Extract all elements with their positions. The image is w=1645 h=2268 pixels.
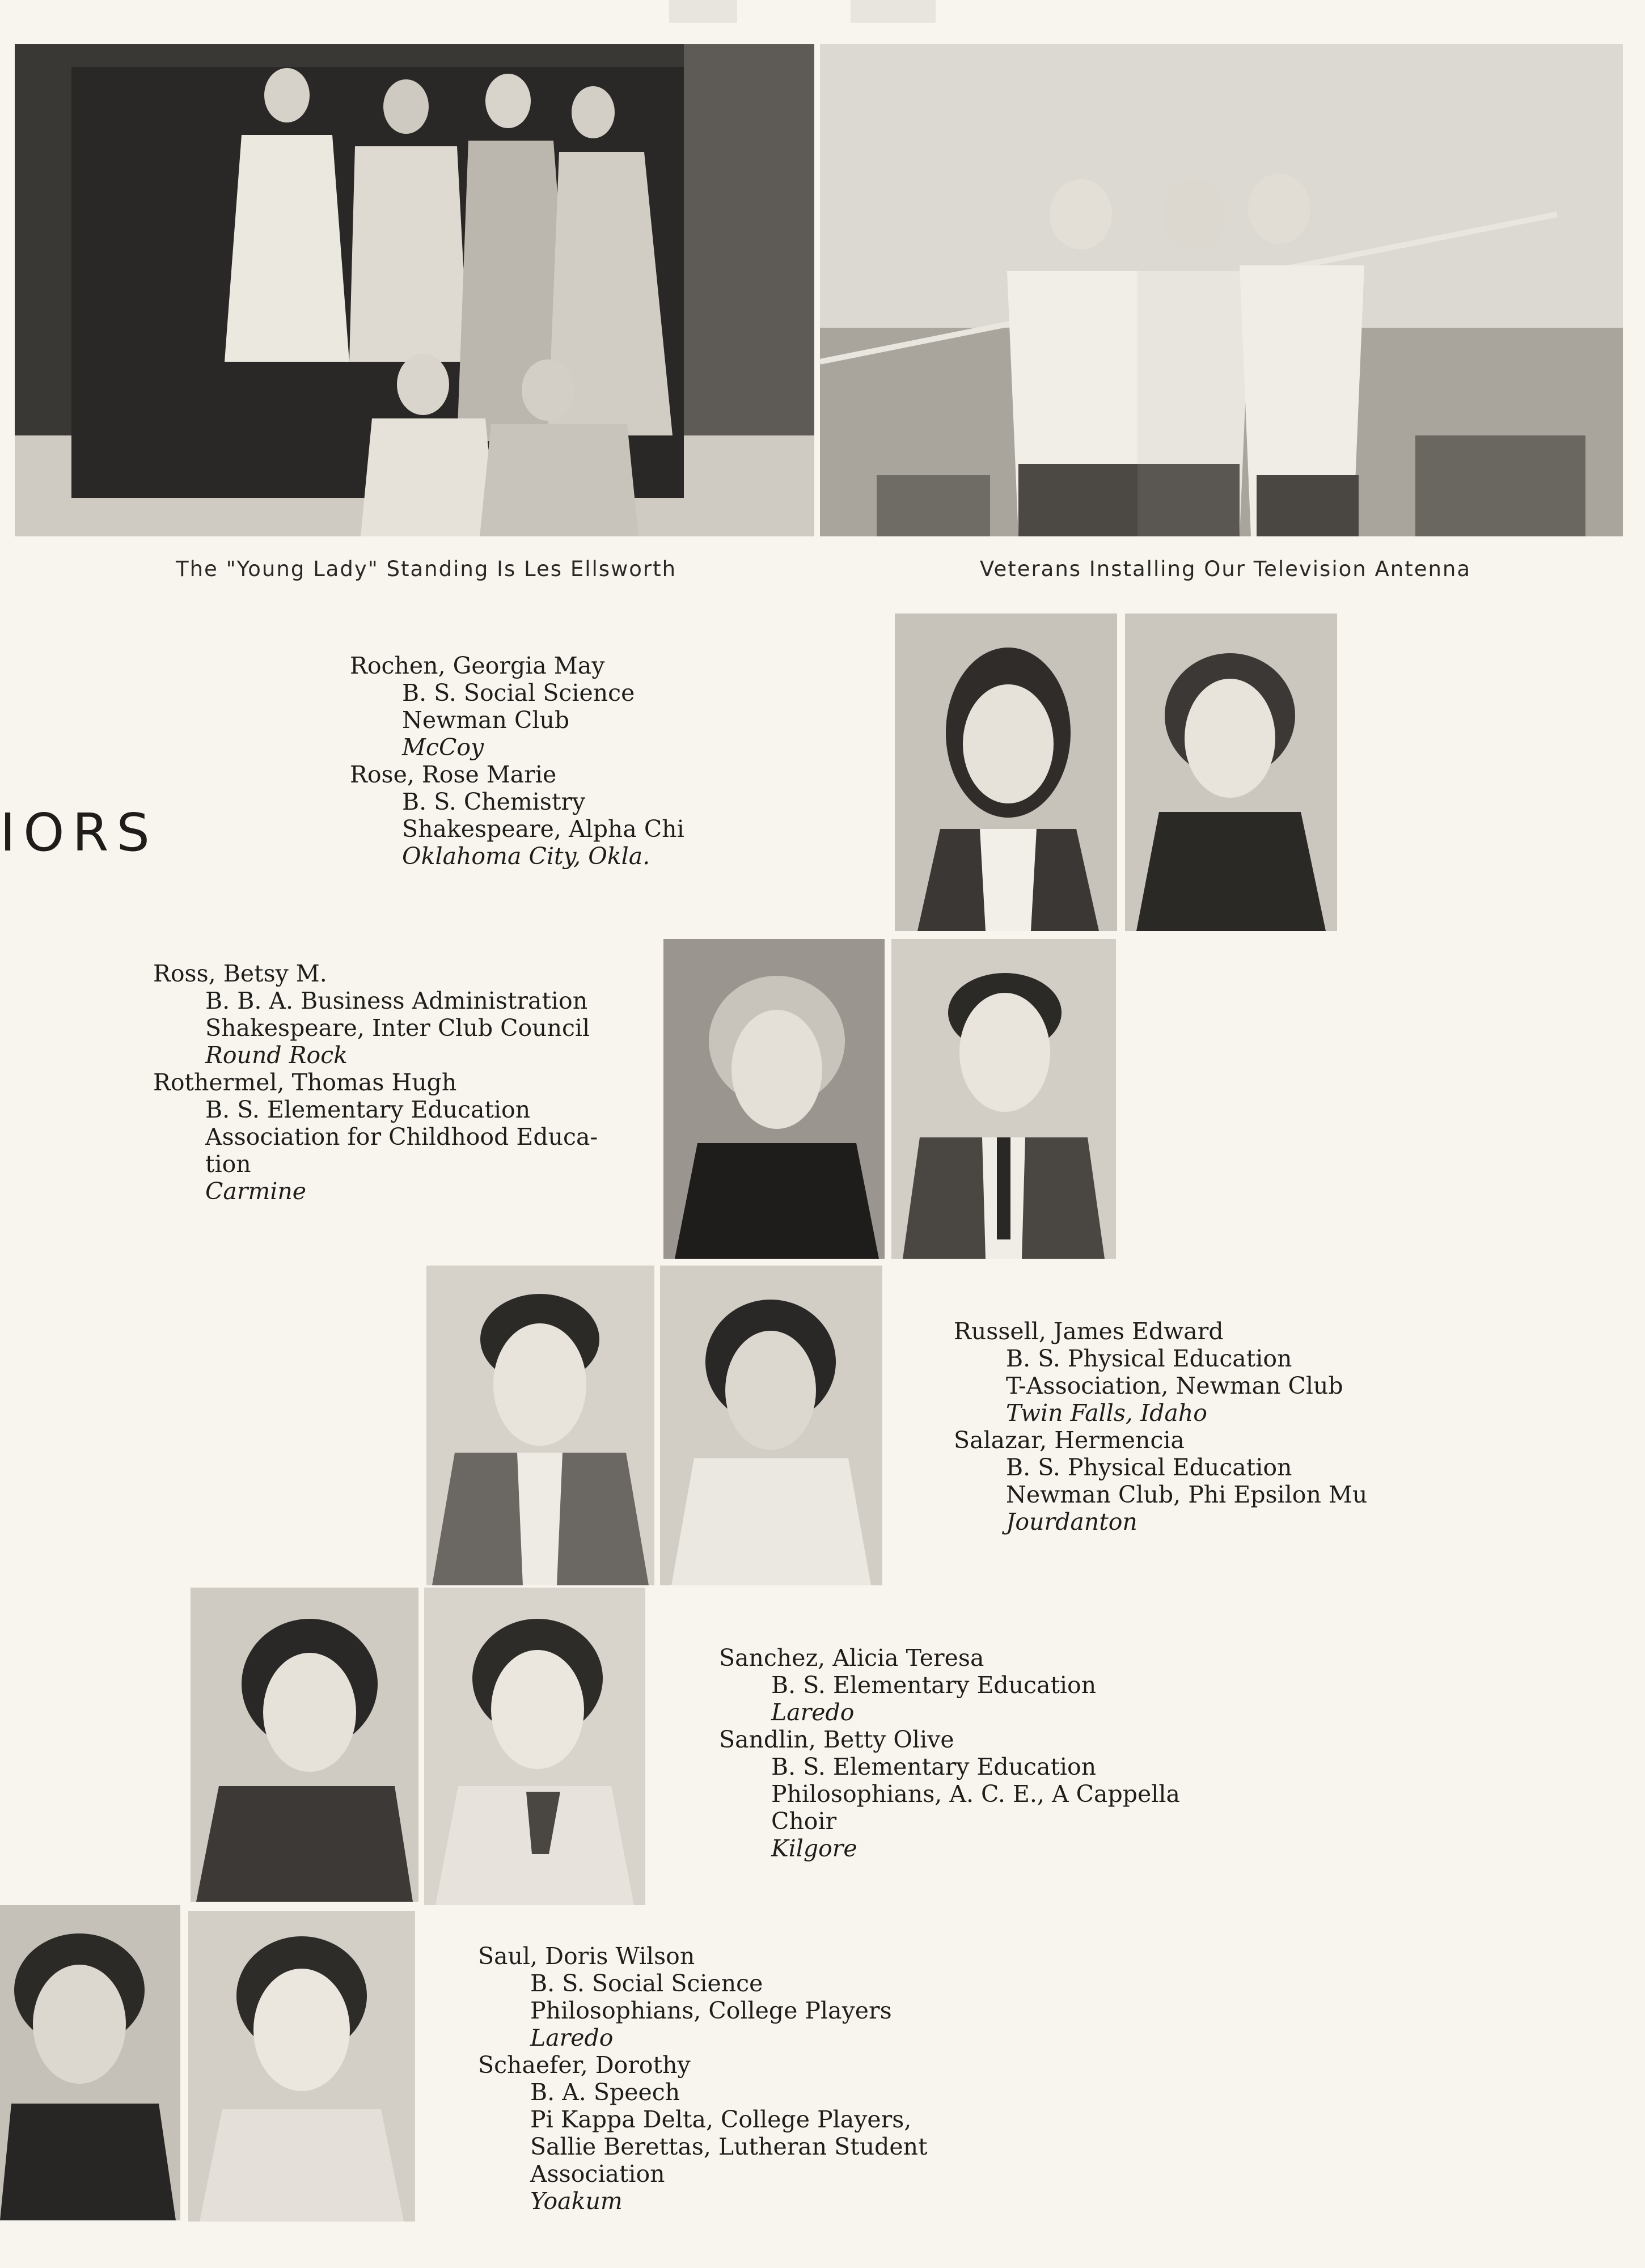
senior-hometown: Jourdanton [1006, 1508, 1137, 1535]
section-heading: IORS [0, 802, 158, 863]
portrait-photo [895, 613, 1117, 931]
portrait-photo [191, 1588, 418, 1902]
portrait-photo [426, 1266, 654, 1585]
senior-hometown: Laredo [530, 2024, 614, 2051]
senior-activities: Newman Club, Phi Epsilon Mu [1006, 1481, 1368, 1508]
senior-entry-group [954, 1318, 1367, 1535]
antenna-photo-caption: Veterans Installing Our Television Antenna [980, 557, 1471, 581]
antenna-photo [820, 44, 1623, 536]
senior-hometown: Carmine [205, 1178, 307, 1205]
senior-hometown: Twin Falls, Idaho [1006, 1399, 1207, 1427]
senior-name: Schaefer, Dorothy [478, 2051, 691, 2079]
portrait-photo [0, 1905, 180, 2220]
senior-hometown: Oklahoma City, Okla. [402, 843, 650, 870]
portrait-photo [424, 1588, 645, 1905]
senior-degree: B. S. Elementary Education [771, 1672, 1097, 1699]
senior-name: Sanchez, Alicia Teresa [719, 1644, 984, 1672]
senior-name: Salazar, Hermencia [954, 1427, 1185, 1454]
senior-degree: B. B. A. Business Administration [205, 987, 588, 1014]
portrait-photo [660, 1266, 882, 1585]
scan-artifact [851, 0, 936, 23]
senior-activities: Choir [771, 1808, 837, 1835]
senior-degree: B. A. Speech [530, 2079, 680, 2106]
senior-entry-group [478, 1943, 928, 2215]
senior-activities: Shakespeare, Inter Club Council [205, 1014, 590, 1042]
senior-activities: Association for Childhood Educa- [205, 1123, 598, 1150]
senior-degree: B. S. Physical Education [1006, 1345, 1292, 1372]
senior-name: Russell, James Edward [954, 1318, 1224, 1345]
senior-degree: B. S. Elementary Education [771, 1753, 1097, 1780]
senior-name: Rochen, Georgia May [350, 652, 605, 679]
senior-hometown: Yoakum [530, 2187, 623, 2215]
senior-activities: Association [530, 2160, 665, 2187]
senior-entry-group [350, 652, 684, 870]
portrait-photo [663, 939, 885, 1259]
senior-name: Rothermel, Thomas Hugh [153, 1069, 457, 1096]
senior-degree: B. S. Physical Education [1006, 1454, 1292, 1481]
senior-name: Ross, Betsy M. [153, 960, 327, 987]
senior-activities: T-Association, Newman Club [1006, 1372, 1343, 1399]
senior-entry-group [153, 960, 598, 1205]
senior-name: Rose, Rose Marie [350, 761, 557, 788]
portrait-photo [188, 1911, 415, 2222]
senior-activities: tion [205, 1150, 251, 1178]
senior-name: Saul, Doris Wilson [478, 1943, 695, 1970]
costume-group-photo [15, 44, 814, 536]
senior-hometown: McCoy [402, 734, 484, 761]
senior-activities: Pi Kappa Delta, College Players, [530, 2106, 912, 2133]
senior-activities: Philosophians, College Players [530, 1997, 892, 2024]
senior-degree: B. S. Chemistry [402, 788, 586, 815]
portrait-photo [891, 939, 1116, 1259]
senior-degree: B. S. Elementary Education [205, 1096, 531, 1123]
senior-activities: Philosophians, A. C. E., A Cappella [771, 1780, 1180, 1808]
senior-activities: Shakespeare, Alpha Chi [402, 815, 684, 843]
senior-hometown: Kilgore [771, 1835, 857, 1862]
scan-artifact [669, 0, 737, 23]
senior-activities: Sallie Berettas, Lutheran Student [530, 2133, 928, 2160]
senior-name: Sandlin, Betty Olive [719, 1726, 954, 1753]
senior-hometown: Round Rock [205, 1042, 348, 1069]
senior-entry-group [719, 1644, 1180, 1862]
costume-photo-caption: The "Young Lady" Standing Is Les Ellsworth [176, 557, 677, 581]
senior-degree: B. S. Social Science [402, 679, 635, 706]
senior-hometown: Laredo [771, 1699, 855, 1726]
senior-degree: B. S. Social Science [530, 1970, 763, 1997]
portrait-photo [1125, 613, 1337, 931]
senior-activities: Newman Club [402, 706, 570, 734]
